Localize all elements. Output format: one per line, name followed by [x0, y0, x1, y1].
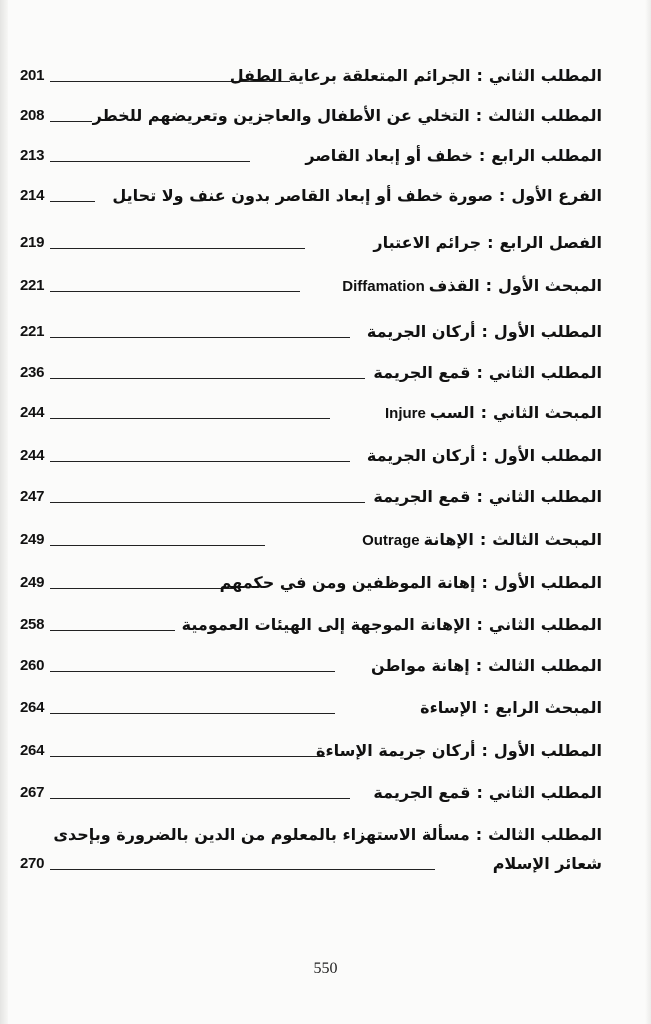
toc-entry: [20, 563, 610, 593]
toc-label: المطلب الأول: [493, 573, 602, 592]
toc-entry: [20, 844, 610, 874]
toc-title: [373, 487, 602, 506]
toc-leader-line: [50, 291, 300, 292]
toc-title: [373, 783, 602, 802]
toc-entry: [20, 176, 610, 206]
toc-page-number: 258: [20, 616, 45, 633]
toc-label: المطلب الثالث: [488, 825, 602, 844]
toc-entry: [20, 688, 610, 718]
toc-separator: :: [478, 146, 486, 165]
toc-leader-line: [50, 588, 235, 589]
toc-entry: [20, 731, 610, 761]
toc-title: [367, 322, 602, 341]
toc-page-number: 213: [20, 147, 45, 164]
toc-title: [53, 825, 602, 844]
toc-heading: صورة خطف أو إبعاد القاصر بدون عنف ولا تحايل: [112, 186, 493, 205]
toc-heading: إهانة الموظفين ومن في حكمهم: [219, 573, 476, 592]
toc-separator: :: [498, 186, 506, 205]
toc-page-number: 236: [20, 364, 45, 381]
toc-separator: :: [476, 487, 483, 506]
toc-label: المطلب الثاني: [488, 783, 602, 802]
toc-separator: :: [476, 66, 483, 85]
toc-label: المبحث الثاني: [492, 403, 602, 422]
toc-leader-line: [50, 337, 350, 338]
toc-label: المطلب الثالث: [488, 656, 602, 675]
toc-label: المطلب الأول: [493, 446, 602, 465]
toc-separator: :: [485, 276, 492, 295]
toc-page-number: 208: [20, 107, 45, 124]
toc-title: [367, 446, 602, 465]
toc-page-number: 247: [20, 488, 45, 505]
toc-page-number: 270: [20, 855, 45, 872]
toc-entry: [20, 520, 610, 550]
toc-title: [493, 854, 602, 873]
toc-heading: السب: [429, 403, 475, 422]
toc-title: [305, 146, 602, 165]
toc-label: المبحث الثالث: [492, 530, 602, 549]
toc-separator: :: [475, 656, 483, 675]
toc-title: [220, 573, 602, 592]
toc-title: [338, 276, 602, 295]
toc-leader-line: [50, 201, 95, 202]
toc-leader-line: [50, 756, 325, 757]
toc-page-number: 264: [20, 699, 45, 716]
toc-separator: :: [480, 403, 487, 422]
toc-heading: القذف: [428, 276, 480, 295]
toc-entry: [20, 393, 610, 423]
toc-label: المبحث الأول: [497, 276, 602, 295]
toc-page-number: 221: [20, 277, 45, 294]
toc-leader-line: [50, 869, 435, 870]
toc-label: المطلب الثاني: [488, 615, 602, 634]
toc-title: [230, 66, 602, 85]
toc-heading: قمع الجريمة: [373, 487, 471, 506]
toc-page-number: 249: [20, 574, 45, 591]
toc-leader-line: [50, 502, 365, 503]
toc-separator: :: [481, 446, 488, 465]
toc-label: المطلب الرابع: [491, 146, 602, 165]
toc-heading: شعائر الإسلام: [492, 854, 602, 873]
toc-entry: [20, 96, 610, 126]
toc-entry: [20, 646, 610, 676]
toc-heading: أركان الجريمة: [366, 322, 476, 341]
page-edge-left: [0, 0, 8, 1024]
toc-heading: خطف أو إبعاد القاصر: [305, 146, 473, 165]
toc-separator: :: [481, 741, 488, 760]
toc-entry: [20, 815, 610, 845]
toc-page-number: 264: [20, 742, 45, 759]
toc-separator: :: [476, 363, 483, 382]
toc-leader-line: [50, 161, 250, 162]
toc-entry: [20, 773, 610, 803]
toc-heading: التخلي عن الأطفال والعاجزين وتعريضهم للخطر: [92, 106, 470, 125]
toc-title: [358, 530, 602, 549]
toc-label: المطلب الثالث: [488, 106, 602, 125]
toc-leader-line: [50, 671, 335, 672]
toc-separator: :: [475, 106, 483, 125]
toc-page-number: 260: [20, 657, 45, 674]
toc-label: الفرع الأول: [511, 186, 602, 205]
toc-title: [420, 698, 602, 717]
toc-title: [371, 656, 602, 675]
toc-label: المطلب الثاني: [488, 66, 602, 85]
toc-page-number: 201: [20, 67, 45, 84]
toc-entry: [20, 136, 610, 166]
toc-leader-line: [50, 461, 350, 462]
toc-label: المطلب الثاني: [488, 487, 602, 506]
toc-page-number: 249: [20, 531, 45, 548]
toc-leader-line: [50, 418, 330, 419]
toc-page-number: 267: [20, 784, 45, 801]
toc-entry: [20, 266, 610, 296]
toc-latin-term: Diffamation: [342, 278, 425, 295]
toc-title: [112, 186, 602, 205]
toc-separator: :: [487, 233, 494, 252]
toc-heading: الجرائم المتعلقة برعاية الطفل: [229, 66, 471, 85]
toc-title: [316, 741, 602, 760]
toc-title: [373, 233, 602, 252]
toc-separator: :: [481, 573, 488, 592]
toc-heading: مسألة الاستهزاء بالمعلوم من الدين بالضرورة وبإحدى: [53, 825, 470, 844]
toc-label: المبحث الرابع: [495, 698, 602, 717]
page-number: 550: [313, 960, 338, 977]
toc-latin-term: Injure: [385, 405, 426, 422]
toc-heading: الإهانة الموجهة إلى الهيئات العمومية: [181, 615, 471, 634]
toc-heading: قمع الجريمة: [373, 363, 471, 382]
toc-page-number: 244: [20, 447, 45, 464]
toc-separator: :: [481, 322, 488, 341]
toc-page-number: 244: [20, 404, 45, 421]
toc-leader-line: [50, 121, 92, 122]
toc-heading: الإهانة: [423, 530, 474, 549]
toc-heading: قمع الجريمة: [373, 783, 471, 802]
toc-entry: [20, 312, 610, 342]
toc-leader-line: [50, 713, 335, 714]
toc-title: [381, 403, 602, 422]
toc-entry: [20, 605, 610, 635]
toc-leader-line: [50, 545, 265, 546]
toc-entry: [20, 436, 610, 466]
toc-title: [373, 363, 602, 382]
toc-heading: إهانة مواطن: [371, 656, 470, 675]
toc-separator: :: [482, 698, 490, 717]
toc-leader-line: [50, 630, 175, 631]
toc-separator: :: [476, 615, 483, 634]
toc-entry: [20, 223, 610, 253]
toc-title: [182, 615, 602, 634]
toc-heading: أركان الجريمة: [366, 446, 476, 465]
toc-entry: [20, 56, 610, 86]
toc-page-number: 221: [20, 323, 45, 340]
toc-separator: :: [476, 783, 483, 802]
toc-latin-term: Outrage: [362, 532, 420, 549]
toc-entry: [20, 353, 610, 383]
toc-page-number: 219: [20, 234, 45, 251]
toc-separator: :: [475, 825, 483, 844]
toc-label: المطلب الأول: [493, 741, 602, 760]
toc-heading: جرائم الاعتبار: [373, 233, 482, 252]
toc-page-number: 214: [20, 187, 45, 204]
toc-entry: [20, 477, 610, 507]
toc-separator: :: [479, 530, 487, 549]
toc-label: المطلب الثاني: [488, 363, 602, 382]
toc-leader-line: [50, 248, 305, 249]
toc-heading: الإساءة: [420, 698, 477, 717]
page-edge-right: [645, 0, 651, 1024]
toc-label: المطلب الأول: [493, 322, 602, 341]
toc-heading: أركان جريمة الإساءة: [316, 741, 476, 760]
toc-title: [93, 106, 602, 125]
toc-label: الفصل الرابع: [499, 233, 602, 252]
toc-leader-line: [50, 798, 350, 799]
toc-leader-line: [50, 378, 365, 379]
